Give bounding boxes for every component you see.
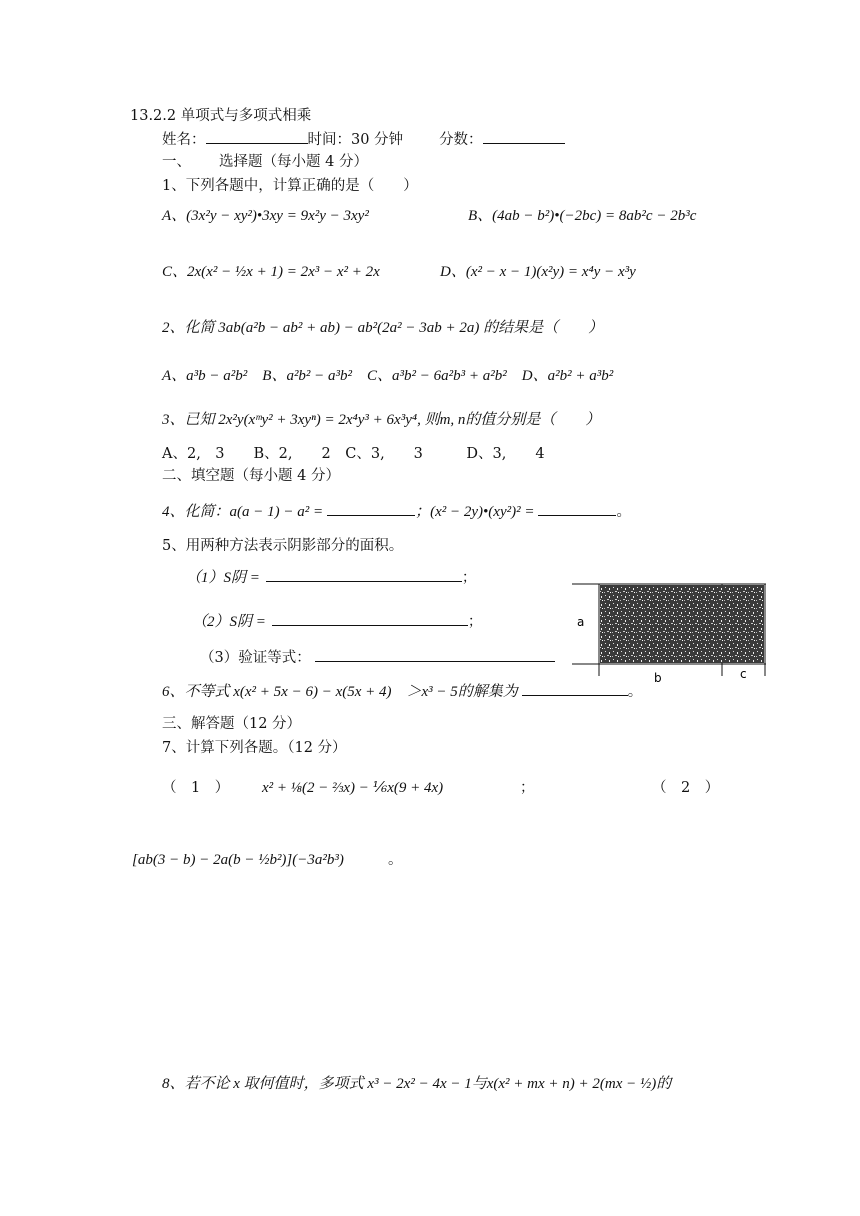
name-label: 姓名： xyxy=(162,132,206,148)
q5-part2-label: （2）S阴 = xyxy=(192,614,266,630)
section1-heading xyxy=(162,152,368,172)
name-blank[interactable] xyxy=(206,130,308,144)
fig-label-c: c xyxy=(740,667,747,681)
score-label: 分数： xyxy=(439,132,483,148)
q2-stem: 2、化简 3ab(a²b − ab² + ab) − ab²(2a² − 3ab + 2a) 的结果是（ ） xyxy=(162,320,604,336)
q5-part1-end: ； xyxy=(461,570,477,586)
section3-heading: 三、解答题（12 分） xyxy=(162,716,302,732)
q1-option-d[interactable]: D、(x² − x − 1)(x²y) = x⁴y − x³y xyxy=(440,264,636,280)
time-label: 时间：30 分钟 xyxy=(307,132,404,148)
q6-line xyxy=(162,682,642,702)
q4-part1: 4、化简：a(a − 1) − a² = xyxy=(162,504,324,520)
q4-part2: ；(x² − 2y)•(xy²)² = xyxy=(415,504,535,520)
q5-blank3[interactable] xyxy=(315,648,555,662)
q1-stem: 1、下列各题中，计算正确的是（ ） xyxy=(162,178,418,194)
q5-blank2[interactable] xyxy=(272,612,468,626)
section1-title: 选择题（每小题 4 分） xyxy=(219,154,368,170)
q3-stem: 3、已知 2x²y(xᵐy² + 3xyⁿ) = 2x⁴y³ + 6x³y⁴, 则m, n的值分别是（ ） xyxy=(162,412,601,428)
q3-options[interactable]: A、2, 3 B、2, 2 C、3, 3 D、3, 4 xyxy=(162,446,545,462)
q4-line xyxy=(162,502,631,522)
q4-blank2[interactable] xyxy=(538,502,616,516)
q2-options[interactable]: A、a³b − a²b² B、a²b² − a³b² C、a³b² − 6a²b³ + a²b² D、a²b² + a³b² xyxy=(162,368,614,384)
q7-part2-expr: [ab(3 − b) − 2a(b − ½b²)](−3a²b³) xyxy=(132,852,344,868)
q5-part3 xyxy=(200,648,555,668)
section2-heading: 二、填空题（每小题 4 分） xyxy=(162,468,340,484)
q4-end: 。 xyxy=(616,504,631,520)
q5-part3-label: （3）验证等式： xyxy=(200,650,311,666)
shaded-rectangle-figure xyxy=(572,578,768,688)
q4-blank1[interactable] xyxy=(327,502,415,516)
q5-blank1[interactable] xyxy=(266,568,462,582)
q5-stem: 5、用两种方法表示阴影部分的面积。 xyxy=(162,538,404,554)
fig-label-b: b xyxy=(654,671,662,685)
q5-part1-label: （1）S阴 = xyxy=(186,570,260,586)
shaded-region xyxy=(600,585,764,663)
q1-option-a[interactable]: A、(3x²y − xy²)•3xy = 9x²y − 3xy² xyxy=(162,208,369,224)
q5-part1 xyxy=(186,568,476,588)
q7-part1-label: （ 1 ） xyxy=(162,780,230,796)
q7-part2-end: 。 xyxy=(388,852,403,868)
q1-option-b[interactable]: B、(4ab − b²)•(−2bc) = 8ab²c − 2b³c xyxy=(468,208,697,224)
q7-part2-label: （ 2 ） xyxy=(652,780,720,796)
section1-number: 一、 xyxy=(162,154,191,170)
q5-part2-end: ； xyxy=(467,614,483,630)
q1-option-c[interactable]: C、2x(x² − ½x + 1) = 2x³ − x² + 2x xyxy=(162,264,380,280)
q7-stem: 7、计算下列各题。（12 分） xyxy=(162,740,347,756)
fig-label-a: a xyxy=(577,615,585,629)
q8-stem: 8、若不论 x 取何值时，多项式 x³ − 2x² − 4x − 1与x(x² + mx + n) + 2(mx − ½)的 xyxy=(162,1076,672,1092)
score-blank[interactable] xyxy=(483,130,565,144)
q6-blank[interactable] xyxy=(522,682,628,696)
q5-part2 xyxy=(192,612,482,632)
q7-part1-end: ； xyxy=(520,780,535,796)
q7-part1-expr: x² + ⅛(2 − ⅔x) − ⅙x(9 + 4x) xyxy=(262,780,444,796)
header-row xyxy=(162,130,565,150)
worksheet-title: 13.2.2 单项式与多项式相乘 xyxy=(130,108,312,124)
q6-text: 6、不等式 x(x² + 5x − 6) − x(5x + 4) ＞x³ − 5的解集为 xyxy=(162,684,518,700)
q6-end: 。 xyxy=(627,684,643,700)
